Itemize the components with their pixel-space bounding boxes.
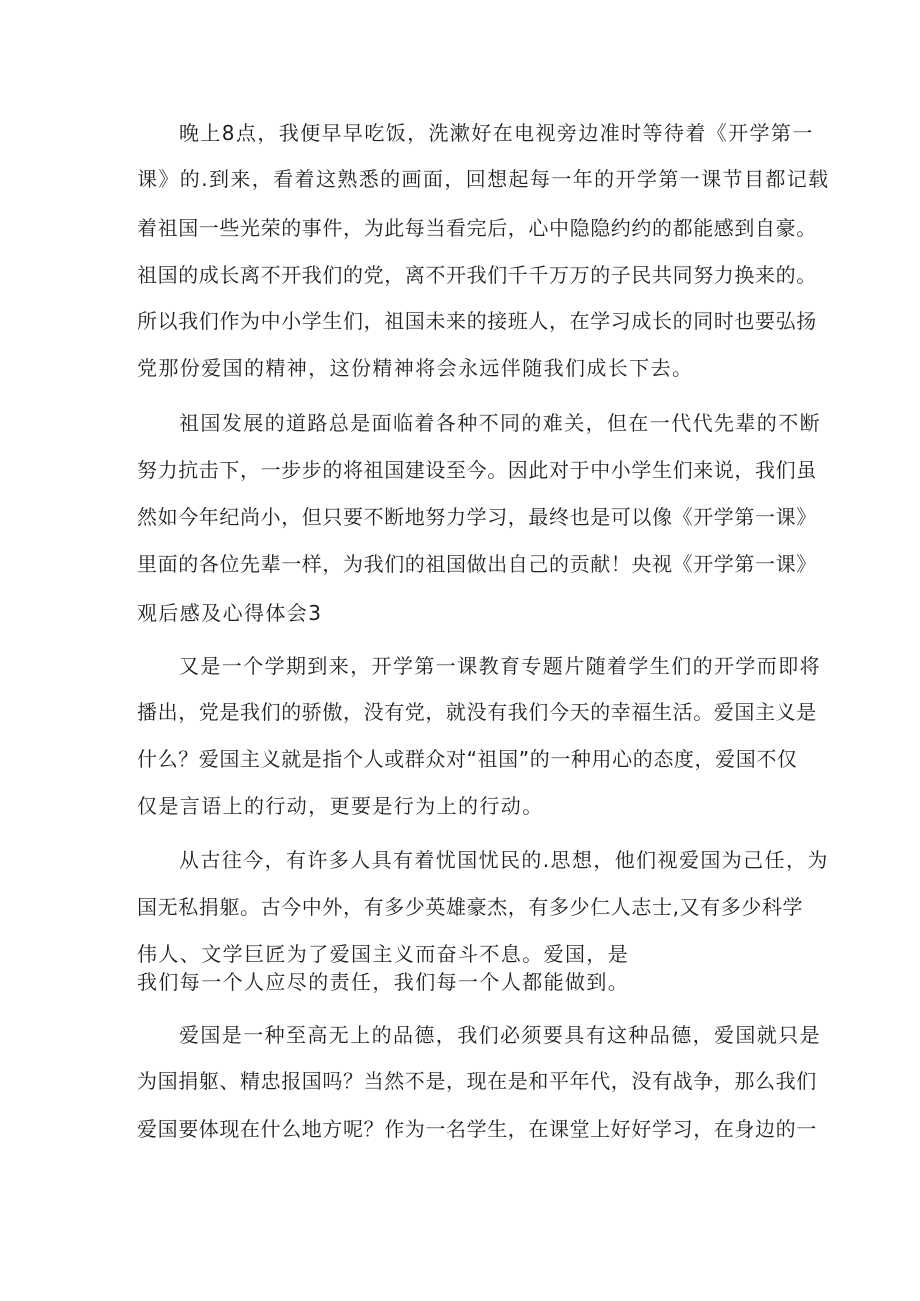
text-line: 里面的各位先辈一样，为我们的祖国做出自己的贡献！央视《开学第一课》: [137, 552, 817, 576]
text-line: 为国捐躯、精忠报国吗？当然不是，现在是和平年代，没有战争，那么我们: [137, 1069, 817, 1093]
text-line: 国无私捐躯。古今中外，有多少英雄豪杰，有多少仁人志士,又有多少科学: [137, 895, 804, 919]
text-line: 伟人、文学巨匠为了爱国主义而奋斗不息。爱国，是: [137, 942, 630, 966]
text-line: 祖国的成长离不开我们的党，离不开我们千千万万的子民共同努力换来的。: [137, 263, 817, 287]
text-line: 仅是言语上的行动，更要是行为上的行动。: [137, 794, 544, 818]
text-line: 课》的.到来，看着这熟悉的画面，回想起每一年的开学第一课节目都记载: [137, 167, 830, 191]
text-line: 党那份爱国的精神，这份精神将会永远伴随我们成长下去。: [137, 356, 694, 380]
text-line: 然如今年纪尚小，但只要不断地努力学习，最终也是可以像《开学第一课》: [137, 505, 817, 529]
text-line: 又是一个学期到来，开学第一课教育专题片随着学生们的开学而即将: [179, 654, 821, 678]
text-line: 从古往今，有许多人具有着忧国忧民的.思想，他们视爱国为己任，为: [179, 848, 829, 872]
text-line: 播出，党是我们的骄傲，没有党，就没有我们今天的幸福生活。爱国主义是: [137, 700, 817, 724]
text-line: 爱国是一种至高无上的品德，我们必须要具有这种品德，爱国就只是: [179, 1023, 821, 1047]
text-line: 祖国发展的道路总是面临着各种不同的难关，但在一代代先辈的不断: [179, 411, 821, 435]
text-line: 着祖国一些光荣的事件，为此每当看完后，心中隐隐约约的都能感到自豪。: [137, 216, 817, 240]
text-line: 所以我们作为中小学生们，祖国未来的接班人，在学习成长的同时也要弘扬: [137, 309, 817, 333]
text-line: 爱国要体现在什么地方呢？作为一名学生，在课堂上好好学习，在身边的一: [137, 1117, 817, 1141]
text-line: 观后感及心得体会3: [137, 601, 323, 625]
text-line: 我们每一个人应尽的责任，我们每一个人都能做到。: [137, 970, 630, 994]
text-line: 什么？爱国主义就是指个人或群众对“祖国”的一种用心的态度，爱国不仅: [137, 747, 798, 771]
text-line: 努力抗击下，一步步的将祖国建设至今。因此对于中小学生们来说，我们虽: [137, 458, 817, 482]
text-line: 晚上8点，我便早早吃饭，洗漱好在电视旁边准时等待着《开学第一: [179, 121, 814, 145]
